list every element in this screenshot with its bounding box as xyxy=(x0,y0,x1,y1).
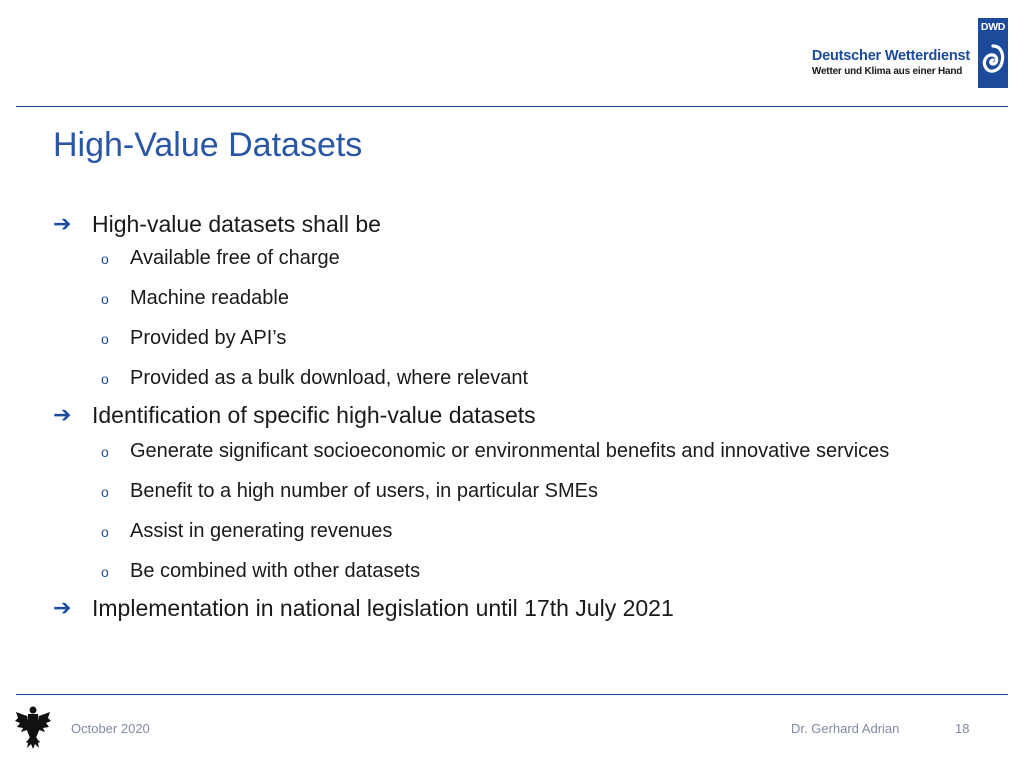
bullet-item xyxy=(53,592,953,624)
bullet-text: High-value datasets shall be xyxy=(92,211,381,237)
circle-outline-icon: o xyxy=(101,564,109,580)
bullet-item xyxy=(53,208,953,240)
circle-outline-icon: o xyxy=(101,371,109,387)
footer-date: October 2020 xyxy=(71,721,150,736)
sub-item-text: Assist in generating revenues xyxy=(130,520,393,542)
sub-item-text: Provided by API’s xyxy=(130,327,287,349)
bullet-list xyxy=(53,208,953,624)
circle-outline-icon: o xyxy=(101,331,109,347)
logo-name: Deutscher Wetterdienst xyxy=(811,48,970,64)
circle-outline-icon: o xyxy=(101,524,109,540)
circle-outline-icon: o xyxy=(101,291,109,307)
header-divider xyxy=(16,106,1008,107)
circle-outline-icon: o xyxy=(101,251,109,267)
sub-item-text: Generate significant socioeconomic or environmental benefits and innovative services xyxy=(130,440,890,462)
bullet-text: Implementation in national legislation until 17th July 2021 xyxy=(92,595,674,621)
sub-item-text: Benefit to a high number of users, in particular SMEs xyxy=(130,480,599,502)
arrow-right-icon: ➔ xyxy=(53,402,72,427)
footer-author: Dr. Gerhard Adrian xyxy=(791,721,900,736)
circle-outline-icon: o xyxy=(101,484,109,500)
sub-item-text: Available free of charge xyxy=(130,247,340,269)
sub-item xyxy=(101,438,953,467)
sub-item xyxy=(101,245,953,274)
sub-item-text: Be combined with other datasets xyxy=(130,560,421,582)
federal-eagle-icon xyxy=(14,704,52,750)
dwd-logo xyxy=(812,18,1008,88)
logo-abbreviation: DWD xyxy=(980,21,1006,33)
sub-item xyxy=(101,285,953,314)
arrow-right-icon: ➔ xyxy=(53,211,72,236)
sub-item xyxy=(101,558,953,587)
footer-divider xyxy=(16,694,1008,695)
sub-item-text: Machine readable xyxy=(130,287,289,309)
arrow-right-icon: ➔ xyxy=(53,595,72,620)
dwd-emblem xyxy=(978,18,1008,88)
sub-item xyxy=(101,325,953,354)
sub-item xyxy=(101,478,953,507)
circle-outline-icon: o xyxy=(101,444,109,460)
sub-item xyxy=(101,518,953,547)
page-number: 18 xyxy=(955,721,970,736)
slide-title: High-Value Datasets xyxy=(53,126,363,164)
bullet-item xyxy=(53,399,953,431)
sub-item xyxy=(101,365,953,394)
logo-tagline: Wetter und Klima aus einer Hand xyxy=(811,66,963,77)
dwd-spiral-icon xyxy=(980,40,1006,82)
sub-item-text: Provided as a bulk download, where relevant xyxy=(130,367,529,389)
logo-text xyxy=(812,48,970,79)
bullet-text: Identification of specific high-value datasets xyxy=(92,402,536,428)
